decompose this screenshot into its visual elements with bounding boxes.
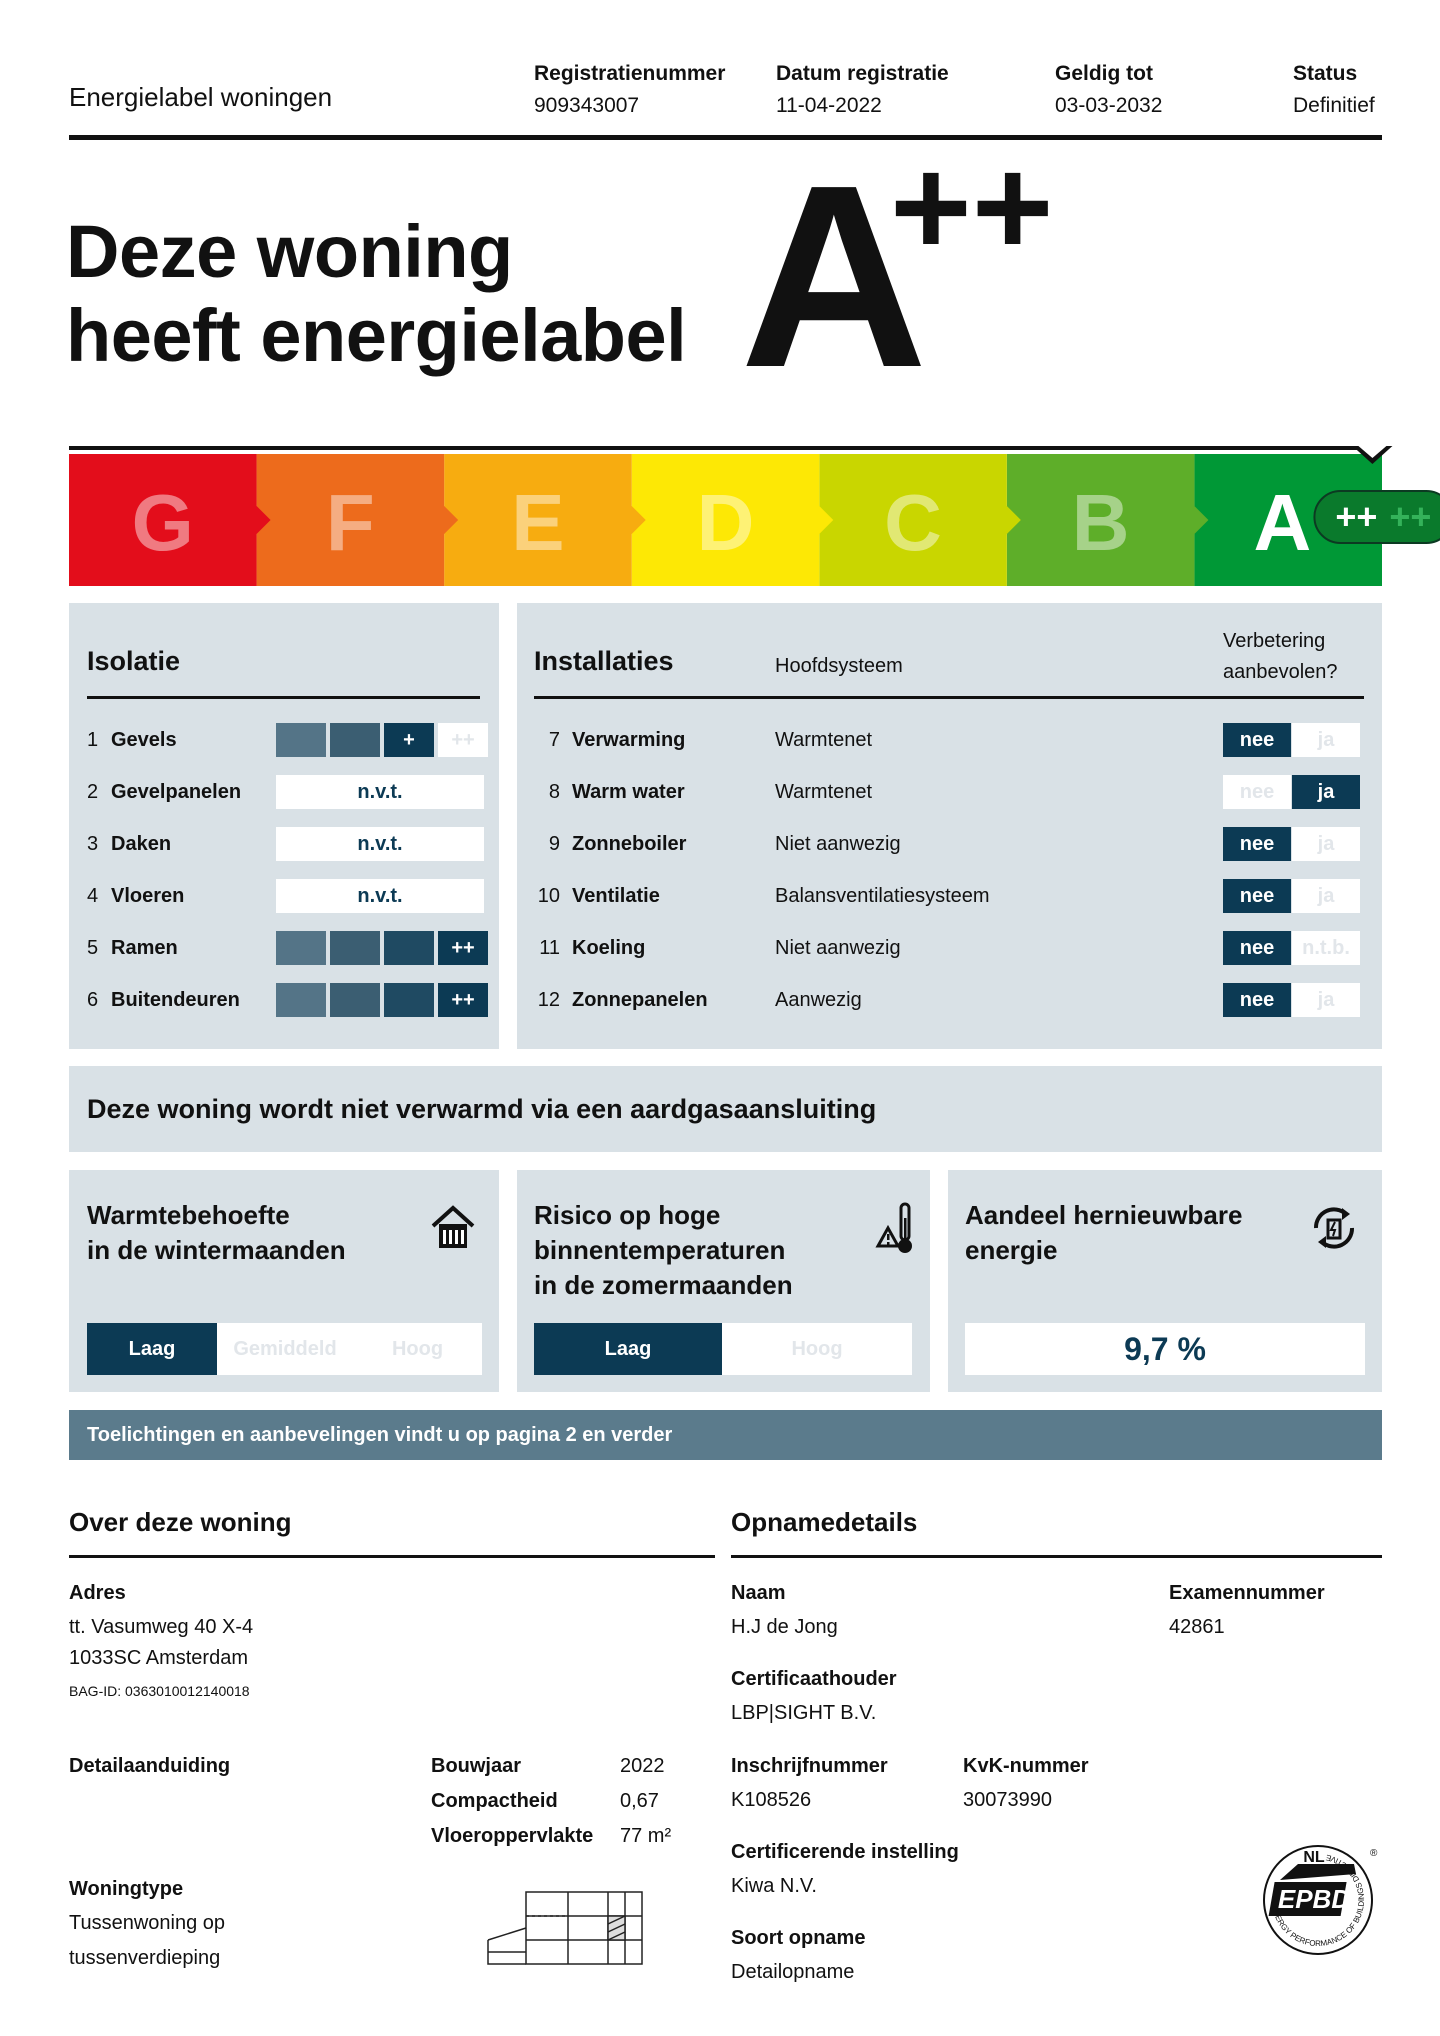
installatie-row-label: 8 Warm water: [548, 781, 685, 803]
header: [69, 62, 1382, 140]
isolatie-level-bar-filled: [384, 983, 434, 1017]
verbetering-nee: nee: [1223, 983, 1291, 1017]
installatie-row-label: 9 Zonneboiler: [548, 833, 687, 855]
risico-option: Hoog: [722, 1323, 912, 1375]
compactheid-value: 0,67: [620, 1790, 659, 1812]
epbd-logo-main: EPBD: [1277, 1884, 1351, 1914]
installatie-row-label: 10 Ventilatie: [537, 885, 660, 907]
verbetering-nee: nee: [1223, 879, 1291, 913]
certificerende-instelling-label: Certificerende instelling: [731, 1841, 959, 1863]
verbetering-ja: ja: [1292, 827, 1360, 861]
certificerende-instelling-value: Kiwa N.V.: [731, 1875, 817, 1897]
bouwjaar-label: Bouwjaar: [431, 1755, 522, 1777]
house-heating-icon: [429, 1204, 477, 1250]
compactheid-label: Compactheid: [431, 1790, 558, 1812]
installatie-system: Niet aanwezig: [775, 833, 901, 855]
installaties-title: Installaties: [534, 646, 674, 676]
isolatie-row-label: 4 Vloeren: [87, 885, 185, 907]
isolatie-row-label: 5 Ramen: [87, 937, 178, 959]
thermometer-warning-icon: [875, 1200, 917, 1256]
scale-top-line: [69, 446, 1382, 450]
examennummer-value: 42861: [1169, 1616, 1225, 1638]
divider: [731, 1555, 1382, 1558]
vloeroppervlakte-value: 77 m²: [620, 1825, 672, 1847]
over-woning-title: Over deze woning: [69, 1507, 292, 1537]
installatie-system: Warmtenet: [775, 729, 873, 751]
toelichting-banner: Toelichtingen en aanbevelingen vindt u op pagina 2 en verder: [69, 1410, 1382, 1460]
isolatie-row-label: 6 Buitendeuren: [87, 989, 240, 1011]
installatie-system: Niet aanwezig: [775, 937, 901, 959]
epbd-logo: [1258, 1840, 1378, 1960]
isolatie-level-bars: [276, 931, 488, 965]
status: Status Definitief: [1293, 62, 1375, 117]
installatie-system: Aanwezig: [775, 989, 862, 1011]
isolatie-level-bar-filled: [276, 931, 326, 965]
isolatie-level-bars: [276, 983, 488, 1017]
adres-label: Adres: [69, 1582, 126, 1604]
risico-panel: [517, 1170, 930, 1392]
verbetering-ja: ja: [1292, 983, 1360, 1017]
isolatie-row-label: 1 Gevels: [87, 729, 177, 751]
kvk-value: 30073990: [963, 1789, 1052, 1811]
registration-number: Registratienummer 909343007: [534, 62, 726, 117]
isolatie-title: Isolatie: [87, 646, 181, 676]
isolatie-level-bar-filled: ++: [438, 983, 488, 1017]
registration-date: Datum registratie 11-04-2022: [776, 62, 949, 117]
hernieuwbare-energie-title: Aandeel hernieuwbare energie: [965, 1200, 1243, 1265]
installatie-row-label: 7 Verwarming: [548, 729, 686, 751]
isolatie-level-bar-filled: [384, 931, 434, 965]
column-hoofdsysteem: Hoofdsysteem: [775, 655, 903, 677]
scale-letter-b: B: [1071, 478, 1130, 567]
certificaathouder-label: Certificaathouder: [731, 1668, 897, 1690]
adres-line-1: tt. Vasumweg 40 X-4: [69, 1616, 254, 1638]
verbetering-nee: nee: [1223, 931, 1291, 965]
hernieuwbare-energie-panel: [948, 1170, 1382, 1392]
isolatie-level-bar-filled: [276, 983, 326, 1017]
isolatie-level-bar-filled: +: [384, 723, 434, 757]
scale-letter-a: A: [1253, 478, 1312, 567]
verbetering-ja: ja: [1292, 879, 1360, 913]
examennummer-label: Examennummer: [1169, 1582, 1325, 1604]
verbetering-ja: ja: [1292, 723, 1360, 757]
installatie-system: Warmtenet: [775, 781, 873, 803]
warmtebehoefte-title: Warmtebehoefte in de wintermaanden: [87, 1200, 346, 1265]
soort-opname-label: Soort opname: [731, 1927, 866, 1949]
column-verbetering: Verbetering aanbevolen?: [1223, 630, 1338, 683]
energy-scale: [69, 446, 1432, 586]
isolatie-nvt: n.v.t.: [276, 879, 484, 913]
scale-letter-g: G: [131, 478, 194, 567]
installatie-row-label: 11 Koeling: [539, 937, 646, 959]
woningtype-line-1: Tussenwoning op: [69, 1912, 226, 1934]
installatie-system: Balansventilatiesysteem: [775, 885, 990, 907]
isolatie-nvt: n.v.t.: [276, 827, 484, 861]
divider: [87, 696, 480, 699]
risico-scale: [534, 1323, 912, 1375]
gas-connection-banner: Deze woning wordt niet verwarmd via een aardgasaansluiting: [69, 1066, 1382, 1152]
verbetering-nee: nee: [1223, 827, 1291, 861]
isolatie-level-bar-filled: [330, 723, 380, 757]
scale-active-plus: ++: [1335, 496, 1378, 537]
valid-until: Geldig tot 03-03-2032: [1055, 62, 1163, 117]
scale-letter-f: F: [325, 478, 375, 567]
divider: [534, 696, 1364, 699]
certificaathouder-value: LBP|SIGHT B.V.: [731, 1702, 877, 1724]
hernieuwbare-energie-value: 9,7 %: [965, 1323, 1365, 1375]
isolatie-level-bar-filled: [330, 931, 380, 965]
inschrijfnummer-value: K108526: [731, 1789, 812, 1811]
verbetering-ja: ja: [1292, 775, 1360, 809]
isolatie-level-bars: [276, 723, 488, 757]
scale-letter-e: E: [511, 478, 565, 567]
isolatie-row-label: 2 Gevelpanelen: [87, 781, 242, 803]
divider: [69, 1555, 715, 1558]
isolatie-level-bar-filled: ++: [438, 931, 488, 965]
document-title: Energielabel woningen: [69, 82, 333, 112]
warmtebehoefte-option: Laag: [87, 1323, 217, 1375]
installaties-panel: [517, 603, 1382, 1049]
verbetering-ja: n.t.b.: [1292, 931, 1360, 965]
registered-mark: ®: [1370, 1848, 1378, 1859]
risico-title: Risico op hoge binnentemperaturen in de zomermaanden: [534, 1200, 793, 1300]
vloeroppervlakte-label: Vloeroppervlakte: [431, 1825, 594, 1847]
naam-value: H.J de Jong: [731, 1616, 838, 1638]
bouwjaar-value: 2022: [620, 1755, 665, 1777]
detailaanduiding-label: Detailaanduiding: [69, 1755, 231, 1777]
naam-label: Naam: [731, 1582, 786, 1604]
woningtype-label: Woningtype: [69, 1878, 184, 1900]
scale-letter-c: C: [884, 478, 942, 567]
scale-letter-d: D: [696, 478, 755, 567]
verbetering-nee: nee: [1223, 775, 1291, 809]
renewable-energy-icon: [1306, 1200, 1362, 1256]
inschrijfnummer-label: Inschrijfnummer: [731, 1755, 888, 1777]
risico-option: Laag: [534, 1323, 722, 1375]
scale-ghost-plus: ++: [1389, 496, 1432, 537]
headline: Deze woning heeft energielabel: [66, 210, 687, 377]
epbd-logo-ring-text: ENERGY PERFORMANCE OF BUILDINGS DIRECTIVE: [1270, 1852, 1367, 1949]
kvk-label: KvK-nummer: [963, 1755, 1089, 1777]
building-diagram-icon: [484, 1888, 646, 1968]
woningtype-line-2: tussenverdieping: [69, 1947, 221, 1969]
isolatie-level-bar-empty: ++: [438, 723, 488, 757]
verbetering-nee: nee: [1223, 723, 1291, 757]
installatie-row-label: 12 Zonnepanelen: [537, 989, 708, 1011]
isolatie-level-bar-filled: [276, 723, 326, 757]
isolatie-row-label: 3 Daken: [87, 833, 172, 855]
warmtebehoefte-option: Hoog: [353, 1323, 482, 1375]
warmtebehoefte-panel: [69, 1170, 499, 1392]
isolatie-nvt: n.v.t.: [276, 775, 484, 809]
warmtebehoefte-scale: [87, 1323, 482, 1375]
bag-id: BAG-ID: 0363010012140018: [69, 1683, 250, 1699]
epbd-logo-top: NL: [1303, 1849, 1325, 1866]
opnamedetails-title: Opnamedetails: [731, 1507, 918, 1537]
isolatie-level-bar-filled: [330, 983, 380, 1017]
adres-line-2: 1033SC Amsterdam: [69, 1647, 248, 1669]
energy-scale-graphic: [69, 446, 1432, 586]
soort-opname-value: Detailopname: [731, 1961, 855, 1983]
warmtebehoefte-option: Gemiddeld: [217, 1323, 353, 1375]
isolatie-panel: [69, 603, 499, 1049]
